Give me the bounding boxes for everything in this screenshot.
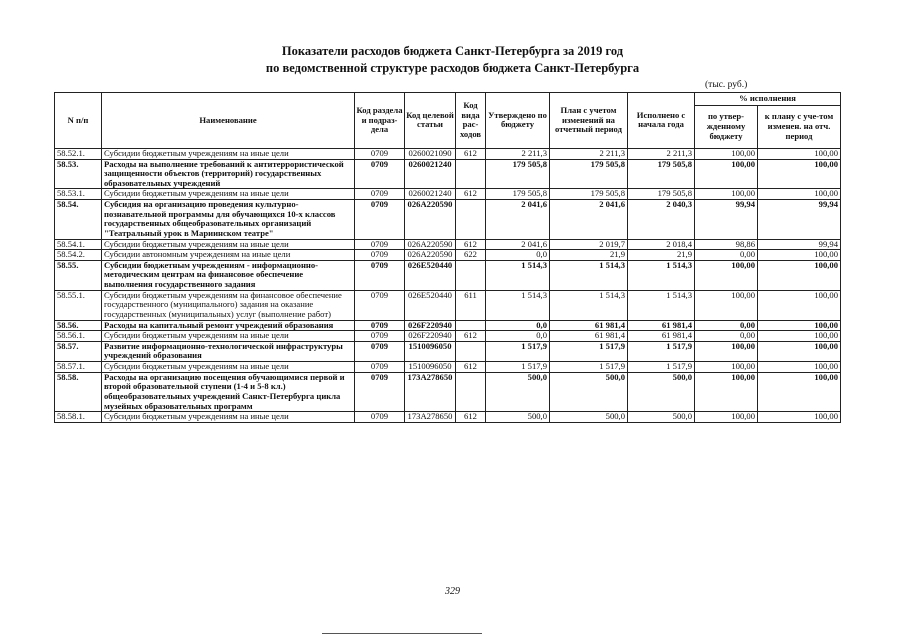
- header-pct-plan: к плану с уче-том изменен. на отч. период: [758, 105, 841, 148]
- budget-table: [54, 92, 841, 423]
- header-percent-group: % исполнения: [695, 93, 841, 106]
- cell-num: 58.53.1.: [55, 189, 102, 200]
- cell-executed: 2 040,3: [628, 200, 695, 240]
- table-row: [55, 260, 841, 290]
- table-row: [55, 320, 841, 331]
- cell-num: 58.53.: [55, 159, 102, 189]
- table-row: [55, 239, 841, 250]
- cell-target: 026Е520440: [405, 260, 456, 290]
- cell-section: 0709: [355, 148, 405, 159]
- cell-pct-approved: 100,00: [695, 290, 758, 320]
- cell-target: 026F220940: [405, 331, 456, 342]
- cell-num: 58.58.1.: [55, 412, 102, 423]
- cell-target: 1510096050: [405, 341, 456, 361]
- table-row: [55, 200, 841, 240]
- cell-section: 0709: [355, 412, 405, 423]
- cell-section: 0709: [355, 260, 405, 290]
- cell-approved: 1 514,3: [486, 290, 550, 320]
- cell-type: [456, 200, 486, 240]
- cell-executed: 1 514,3: [628, 260, 695, 290]
- cell-target: 026А220590: [405, 250, 456, 261]
- cell-approved: 500,0: [486, 372, 550, 412]
- cell-plan: 500,0: [550, 412, 628, 423]
- cell-target: 173А278650: [405, 372, 456, 412]
- cell-type: [456, 372, 486, 412]
- cell-num: 58.57.: [55, 341, 102, 361]
- table-row: [55, 372, 841, 412]
- cell-pct-plan: 99,94: [758, 200, 841, 240]
- header-target: Код целевой статьи: [405, 93, 456, 149]
- cell-section: 0709: [355, 200, 405, 240]
- cell-approved: 2 211,3: [486, 148, 550, 159]
- cell-num: 58.56.: [55, 320, 102, 331]
- cell-name: Субсидии бюджетным учреждениям на иные цели: [102, 239, 355, 250]
- cell-pct-approved: 100,00: [695, 341, 758, 361]
- cell-pct-approved: 100,00: [695, 362, 758, 373]
- cell-executed: 21,9: [628, 250, 695, 261]
- cell-pct-plan: 100,00: [758, 159, 841, 189]
- cell-section: 0709: [355, 341, 405, 361]
- cell-section: 0709: [355, 331, 405, 342]
- cell-type: 622: [456, 250, 486, 261]
- cell-approved: 179 505,8: [486, 189, 550, 200]
- cell-executed: 61 981,4: [628, 320, 695, 331]
- cell-executed: 2 018,4: [628, 239, 695, 250]
- cell-section: 0709: [355, 250, 405, 261]
- cell-pct-approved: 100,00: [695, 159, 758, 189]
- cell-pct-approved: 100,00: [695, 148, 758, 159]
- cell-pct-plan: 100,00: [758, 331, 841, 342]
- cell-plan: 1 517,9: [550, 341, 628, 361]
- header-num: N п/п: [55, 93, 102, 149]
- cell-target: 173А278650: [405, 412, 456, 423]
- table-row: [55, 331, 841, 342]
- cell-type: 612: [456, 362, 486, 373]
- cell-executed: 179 505,8: [628, 189, 695, 200]
- header-section: Код раздела и подраз-дела: [355, 93, 405, 149]
- table-row: [55, 412, 841, 423]
- cell-pct-plan: 100,00: [758, 341, 841, 361]
- cell-plan: 179 505,8: [550, 189, 628, 200]
- cell-name: Субсидии бюджетным учреждениям на иные цели: [102, 148, 355, 159]
- cell-target: 0260021090: [405, 148, 456, 159]
- cell-name: Субсидии бюджетным учреждениям на иные цели: [102, 331, 355, 342]
- cell-type: [456, 260, 486, 290]
- cell-name: Расходы на выполнение требований к антитеррористической защищенности объектов (территорий) государственных образовательных учреждений: [102, 159, 355, 189]
- cell-plan: 2 041,6: [550, 200, 628, 240]
- cell-executed: 500,0: [628, 412, 695, 423]
- cell-type: 611: [456, 290, 486, 320]
- cell-name: Субсидия на организацию проведения культурно-познавательной программы для обучающихся 10-х классов государственных общеобразовательных организаций "Театральный урок в Мариинском театре": [102, 200, 355, 240]
- cell-target: 0260021240: [405, 189, 456, 200]
- header-executed: Исполнено с начала года: [628, 93, 695, 149]
- cell-type: 612: [456, 148, 486, 159]
- cell-section: 0709: [355, 372, 405, 412]
- header-approved: Утверждено по бюджету: [486, 93, 550, 149]
- cell-pct-plan: 100,00: [758, 189, 841, 200]
- footer-divider: [322, 633, 482, 634]
- cell-num: 58.52.1.: [55, 148, 102, 159]
- cell-name: Субсидии бюджетным учреждениям - информационно-методическим центрам на финансовое обеспечение выполнения государственного задания: [102, 260, 355, 290]
- header-type: Код вида рас-ходов: [456, 93, 486, 149]
- table-header: [55, 93, 841, 149]
- cell-plan: 61 981,4: [550, 331, 628, 342]
- header-name: Наименование: [102, 93, 355, 149]
- cell-plan: 2 019,7: [550, 239, 628, 250]
- cell-approved: 1 517,9: [486, 341, 550, 361]
- cell-pct-approved: 100,00: [695, 412, 758, 423]
- cell-approved: 179 505,8: [486, 159, 550, 189]
- cell-type: 612: [456, 189, 486, 200]
- cell-pct-plan: 100,00: [758, 362, 841, 373]
- cell-name: Развитие информационно-технологической инфраструктуры учреждений образования: [102, 341, 355, 361]
- cell-executed: 1 517,9: [628, 341, 695, 361]
- cell-name: Субсидии бюджетным учреждениям на иные цели: [102, 189, 355, 200]
- cell-plan: 61 981,4: [550, 320, 628, 331]
- cell-pct-approved: 0,00: [695, 250, 758, 261]
- cell-plan: 1 514,3: [550, 260, 628, 290]
- cell-num: 58.54.2.: [55, 250, 102, 261]
- table-row: [55, 250, 841, 261]
- cell-name: Субсидии бюджетным учреждениям на иные цели: [102, 362, 355, 373]
- cell-executed: 500,0: [628, 372, 695, 412]
- cell-target: 026Е520440: [405, 290, 456, 320]
- cell-pct-plan: 100,00: [758, 372, 841, 412]
- cell-name: Расходы на организацию посещения обучающимися первой и второй образовательной ступени (1-4 и 5-8 кл.) общеобразовательных учреждений Санкт-Петербурга цикла музейных образовательных программ: [102, 372, 355, 412]
- cell-section: 0709: [355, 159, 405, 189]
- cell-approved: 0,0: [486, 320, 550, 331]
- cell-approved: 2 041,6: [486, 239, 550, 250]
- cell-plan: 500,0: [550, 372, 628, 412]
- units-label: (тыс. руб.): [705, 80, 748, 90]
- cell-approved: 2 041,6: [486, 200, 550, 240]
- cell-target: 1510096050: [405, 362, 456, 373]
- cell-approved: 500,0: [486, 412, 550, 423]
- cell-executed: 1 517,9: [628, 362, 695, 373]
- table-row: [55, 189, 841, 200]
- cell-type: [456, 341, 486, 361]
- cell-approved: 1 517,9: [486, 362, 550, 373]
- cell-target: 0260021240: [405, 159, 456, 189]
- cell-pct-approved: 100,00: [695, 260, 758, 290]
- cell-section: 0709: [355, 189, 405, 200]
- cell-num: 58.54.: [55, 200, 102, 240]
- cell-executed: 2 211,3: [628, 148, 695, 159]
- cell-pct-approved: 0,00: [695, 331, 758, 342]
- cell-approved: 0,0: [486, 331, 550, 342]
- header-pct-approved: по утвер-жденному бюджету: [695, 105, 758, 148]
- cell-name: Субсидии бюджетным учреждениям на финансовое обеспечение государственного (муниципального) задания на оказание государственных (муниципальных) услуг (выполнение работ): [102, 290, 355, 320]
- cell-section: 0709: [355, 320, 405, 331]
- cell-pct-approved: 99,94: [695, 200, 758, 240]
- cell-section: 0709: [355, 239, 405, 250]
- cell-name: Субсидии бюджетным учреждениям на иные цели: [102, 412, 355, 423]
- cell-plan: 1 514,3: [550, 290, 628, 320]
- cell-approved: 1 514,3: [486, 260, 550, 290]
- table-row: [55, 159, 841, 189]
- table-body: [55, 148, 841, 422]
- cell-pct-approved: 100,00: [695, 372, 758, 412]
- cell-pct-plan: 100,00: [758, 290, 841, 320]
- cell-num: 58.56.1.: [55, 331, 102, 342]
- cell-plan: 179 505,8: [550, 159, 628, 189]
- header-plan: План с учетом изменений на отчетный период: [550, 93, 628, 149]
- cell-num: 58.57.1.: [55, 362, 102, 373]
- cell-name: Субсидии автономным учреждениям на иные цели: [102, 250, 355, 261]
- cell-executed: 179 505,8: [628, 159, 695, 189]
- cell-num: 58.54.1.: [55, 239, 102, 250]
- cell-plan: 1 517,9: [550, 362, 628, 373]
- cell-pct-plan: 100,00: [758, 412, 841, 423]
- cell-plan: 21,9: [550, 250, 628, 261]
- table-row: [55, 148, 841, 159]
- cell-type: 612: [456, 412, 486, 423]
- cell-pct-approved: 0,00: [695, 320, 758, 331]
- table-row: [55, 362, 841, 373]
- cell-num: 58.55.1.: [55, 290, 102, 320]
- cell-plan: 2 211,3: [550, 148, 628, 159]
- cell-type: [456, 320, 486, 331]
- table-row: [55, 290, 841, 320]
- cell-pct-plan: 100,00: [758, 148, 841, 159]
- cell-pct-plan: 100,00: [758, 320, 841, 331]
- cell-section: 0709: [355, 362, 405, 373]
- document-title-line-2: по ведомственной структуре расходов бюджета Санкт-Петербурга: [265, 61, 640, 75]
- cell-pct-approved: 100,00: [695, 189, 758, 200]
- cell-section: 0709: [355, 290, 405, 320]
- cell-pct-approved: 98,86: [695, 239, 758, 250]
- cell-approved: 0,0: [486, 250, 550, 261]
- cell-type: 612: [456, 239, 486, 250]
- page-number: 329: [445, 586, 460, 597]
- cell-pct-plan: 99,94: [758, 239, 841, 250]
- cell-type: 612: [456, 331, 486, 342]
- cell-type: [456, 159, 486, 189]
- cell-target: 026А220590: [405, 239, 456, 250]
- cell-pct-plan: 100,00: [758, 260, 841, 290]
- cell-pct-plan: 100,00: [758, 250, 841, 261]
- cell-executed: 1 514,3: [628, 290, 695, 320]
- cell-num: 58.58.: [55, 372, 102, 412]
- table-row: [55, 341, 841, 361]
- document-title-line-1: Показатели расходов бюджета Санкт-Петербурга за 2019 год: [281, 44, 624, 58]
- cell-target: 026А220590: [405, 200, 456, 240]
- cell-executed: 61 981,4: [628, 331, 695, 342]
- cell-num: 58.55.: [55, 260, 102, 290]
- cell-name: Расходы на капитальный ремонт учреждений образования: [102, 320, 355, 331]
- cell-target: 026F220940: [405, 320, 456, 331]
